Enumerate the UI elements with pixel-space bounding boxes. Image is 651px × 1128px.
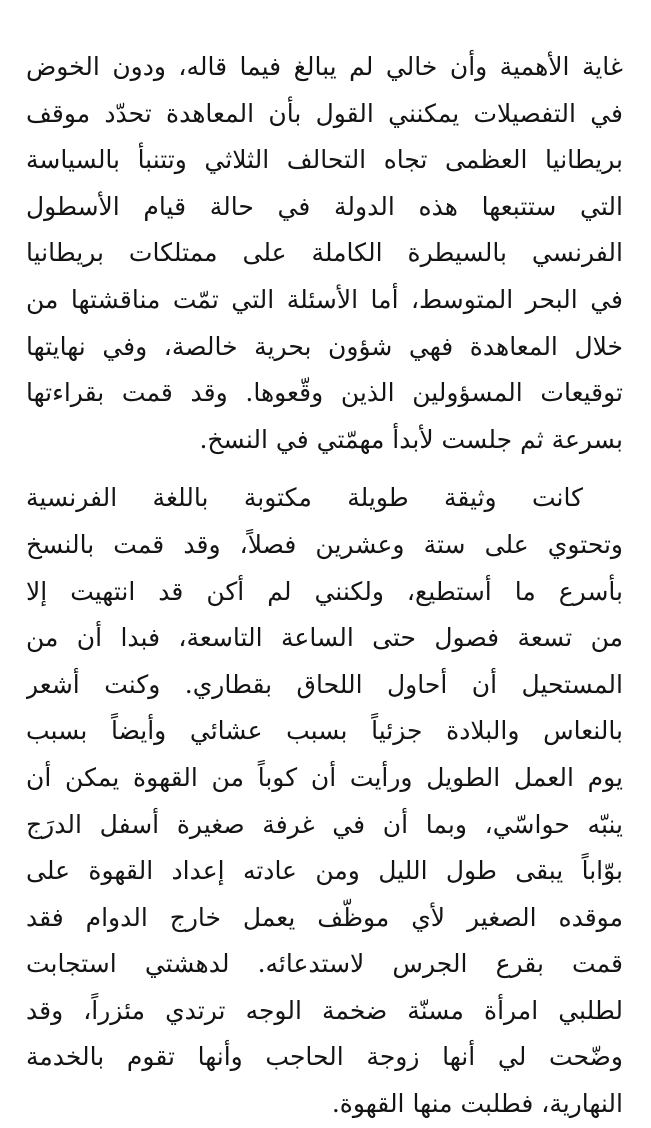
text-line: من تسعة فصول حتى الساعة التاسعة، فبدا أن من bbox=[26, 623, 623, 653]
text-line: في البحر المتوسط، أما الأسئلة التي تمّت مناقشتها من bbox=[26, 284, 623, 314]
text-line: وتحتوي على ستة وعشرين فصلاً، وقد قمت بالنسخ bbox=[26, 529, 623, 559]
text-line: بوّاباً يبقى طول الليل ومن عادته إعداد القهوة على bbox=[26, 856, 623, 886]
text-line: بريطانيا العظمى تجاه التحالف الثلاثي وتتنبأ بالسياسة bbox=[26, 145, 623, 175]
text-line: قمت بقرع الجرس لاستدعائه. لدهشتي استجابت bbox=[26, 949, 623, 979]
text-line: بسرعة ثم جلست لأبدأ مهمّتي في النسخ. bbox=[199, 424, 623, 454]
text-line: موقده الصغير لأي موظّف يعمل خارج الدوام فقد bbox=[26, 902, 623, 932]
text-line: يوم العمل الطويل ورأيت أن كوباً من القهوة يمكن أن bbox=[26, 762, 623, 792]
text-line: الفرنسي بالسيطرة الكاملة على ممتلكات بريطانيا bbox=[26, 238, 623, 268]
text-line: توقيعات المسؤولين الذين وقّعوها. وقد قمت بقراءتها bbox=[26, 378, 623, 408]
text-line: بالنعاس والبلادة جزئياً بسبب عشائي وأيضاً بسبب bbox=[26, 716, 623, 746]
text-line: لطلبي امرأة مسنّة ضخمة الوجه ترتدي مئزراً، وقد bbox=[26, 995, 623, 1025]
text-line: المستحيل أن أحاول اللحاق بقطاري. وكنت أشعر bbox=[26, 669, 623, 699]
text-line: النهارية، فطلبت منها القهوة. bbox=[331, 1089, 623, 1119]
text-line: خلال المعاهدة فهي شؤون بحرية خالصة، وفي نهايتها bbox=[26, 331, 623, 361]
text-line: بأسرع ما أستطيع، ولكنني لم أكن قد انتهيت إلا bbox=[26, 576, 623, 606]
paragraph-spacer bbox=[26, 463, 623, 475]
text-line: في التفصيلات يمكنني القول بأن المعاهدة تحدّد موقف bbox=[26, 98, 623, 128]
text-line: غاية الأهمية وأن خالي لم يبالغ فيما قاله، ودون الخوض bbox=[26, 52, 623, 81]
paragraph-1 bbox=[26, 44, 623, 463]
text-line: ينبّه حواسّي، وبما أن في غرفة صغيرة أسفل الدرَج bbox=[26, 809, 623, 839]
text-line: وضّحت لي أنها زوجة الحاجب وأنها تقوم بالخدمة bbox=[26, 1042, 623, 1072]
paragraph-2 bbox=[26, 475, 623, 1127]
text-line: التي ستتبعها هذه الدولة في حالة قيام الأسطول bbox=[26, 191, 623, 221]
text-line: كانت وثيقة طويلة مكتوبة باللغة الفرنسية bbox=[26, 483, 583, 513]
